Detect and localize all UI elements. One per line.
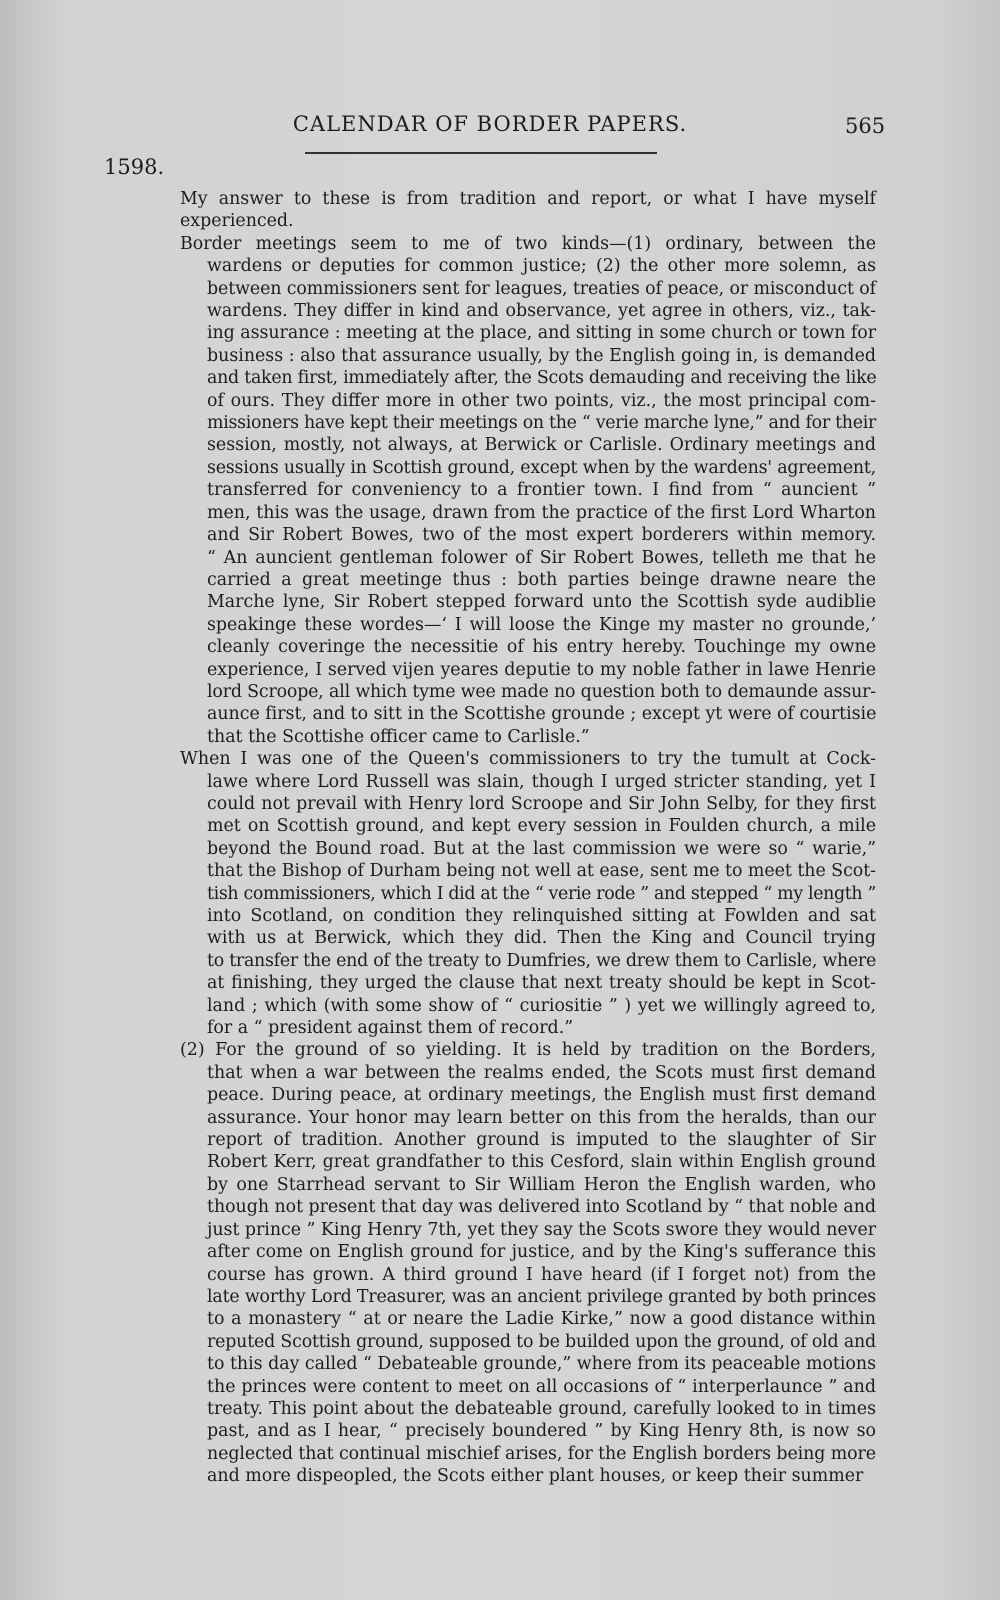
text-line: Border meetings seem to me of two kinds—(1) ordinary, between the <box>180 233 876 254</box>
text-line: met on Scottish ground, and kept every session in Foulden church, a mile <box>207 816 876 837</box>
text-line: treaty. This point about the debateable ground, carefully looked to in times <box>207 1398 876 1419</box>
text-line: Marche lyne, Sir Robert stepped forward unto the Scottish syde audiblie <box>207 592 876 613</box>
text-line: neglected that continual mischief arises, for the English borders being more <box>207 1443 876 1464</box>
text-line: of ours. They differ more in other two points, viz., the most principal com- <box>207 390 876 411</box>
text-line: aunce first, and to sitt in the Scottishe grounde ; except yt were of courtisie <box>207 704 877 725</box>
text-line: cleanly coveringe the necessitie of his entry hereby. Touchinge my owne <box>207 637 876 658</box>
text-line: When I was one of the Queen's commissioners to try the tumult at Cock- <box>180 749 876 770</box>
text-line: at finishing, they urged the clause that next treaty should be kept in Scot- <box>207 973 876 994</box>
text-line: wardens or deputies for common justice; (2) the other more solemn, as <box>207 256 876 277</box>
text-line: wardens. They differ in kind and observance, yet agree in others, viz., tak- <box>207 301 876 322</box>
text-line: reputed Scottish ground, supposed to be builded upon the ground, of old and <box>207 1331 876 1352</box>
text-line: session, mostly, not always, at Berwick or Carlisle. Ordinary meetings and <box>207 435 876 456</box>
text-line: men, this was the usage, drawn from the practice of the first Lord Wharton <box>207 502 876 523</box>
text-line: peace. During peace, at ordinary meetings, the English must first demand <box>207 1085 876 1106</box>
text-line: past, and as I hear, “ precisely boundered ” by King Henry 8th, is now so <box>207 1421 876 1442</box>
text-line: between commissioners sent for leagues, treaties of peace, or misconduct of <box>207 278 876 299</box>
text-line: late worthy Lord Treasurer, was an ancient privilege granted by both princes <box>207 1286 876 1307</box>
text-line: the princes were content to meet on all occasions of “ interperlaunce ” and <box>207 1376 876 1397</box>
text-line: Robert Kerr, great grandfather to this Cesford, slain within English ground <box>207 1152 876 1173</box>
header-rule <box>305 152 657 154</box>
text-line: missioners have kept their meetings on the “ verie marche lyne,” and for their <box>207 413 876 434</box>
body-text <box>180 188 876 1488</box>
paragraph-2 <box>180 233 876 748</box>
text-line: could not prevail with Henry lord Scroope and Sir John Selby, for they first <box>207 793 876 814</box>
text-line: to this day called “ Debateable grounde,” where from its peaceable motions <box>207 1354 876 1375</box>
page-number: 565 <box>845 114 886 138</box>
margin-year: 1598. <box>104 155 165 179</box>
text-line: tish commissioners, which I did at the “ verie rode ” and stepped “ my length ” <box>207 883 876 904</box>
text-line: “ An auncient gentleman folower of Sir Robert Bowes, telleth me that he <box>207 547 876 568</box>
text-line: carried a great meetinge thus : both parties beinge drawne neare the <box>207 569 876 590</box>
text-line: ing assurance : meeting at the place, and sitting in some church or town for <box>207 323 876 344</box>
text-line: My answer to these is from tradition and report, or what I have myself <box>180 189 876 209</box>
text-line: that when a war between the realms ended, the Scots must first demand <box>207 1062 876 1083</box>
text-line: lord Scroope, all which tyme wee made no question both to demaunde assur- <box>207 681 876 702</box>
text-line: (2) For the ground of so yielding. It is held by tradition on the Borders, <box>180 1040 876 1061</box>
text-line: transferred for conveniency to a frontier town. I find from “ auncient ” <box>207 480 876 501</box>
paragraph-3 <box>180 748 876 1039</box>
text-line: that the Bishop of Durham being not well at ease, sent me to meet the Scot- <box>207 861 876 882</box>
text-line: into Scotland, on condition they relinquished sitting at Fowlden and sat <box>207 906 876 926</box>
text-line: and more dispeopled, the Scots either plant houses, or keep their summer <box>207 1466 864 1487</box>
text-line: beyond the Bound road. But at the last commission we were so “ warie,” <box>207 838 876 859</box>
text-line: to a monastery “ at or neare the Ladie Kirke,” now a good distance within <box>207 1309 876 1330</box>
paragraph-4 <box>180 1039 876 1487</box>
text-line: though not present that day was delivered into Scotland by “ that noble and <box>207 1197 876 1218</box>
text-line: to transfer the end of the treaty to Dumfries, we drew them to Carlisle, where <box>207 950 876 971</box>
text-line: lawe where Lord Russell was slain, though I urged stricter standing, yet I <box>207 771 876 792</box>
text-line: and Sir Robert Bowes, two of the most expert borderers within memory. <box>207 525 876 546</box>
text-line: and taken first, immediately after, the Scots demauding and receiving the like <box>207 368 877 389</box>
text-line: just prince ” King Henry 7th, yet they say the Scots swore they would never <box>207 1219 876 1240</box>
text-line: land ; which (with some show of “ curiositie ” ) yet we willingly agreed to, <box>207 995 876 1016</box>
text-line: experience, I served vijen yeares deputie to my noble father in lawe Henrie <box>207 659 876 680</box>
text-line: for a “ president against them of record.” <box>207 1018 574 1039</box>
text-line: sessions usually in Scottish ground, except when by the wardens' agreement, <box>207 457 876 478</box>
running-header-title: CALENDAR OF BORDER PAPERS. <box>292 112 688 136</box>
text-line: that the Scottishe officer came to Carlisle.” <box>207 726 590 747</box>
text-line: speakinge these wordes—‘ I will loose the Kinge my master no grounde,’ <box>207 614 876 635</box>
paragraph-1 <box>180 188 876 233</box>
text-line: business : also that assurance usually, by the English going in, is demanded <box>207 345 876 366</box>
text-line: course has grown. A third ground I have heard (if I forget not) from the <box>207 1264 876 1285</box>
text-line: report of tradition. Another ground is imputed to the slaughter of Sir <box>207 1130 876 1151</box>
text-line: after come on English ground for justice, and by the King's sufferance this <box>207 1242 876 1263</box>
text-line: by one Starrhead servant to Sir William Heron the English warden, who <box>207 1174 876 1195</box>
text-line: with us at Berwick, which they did. Then the King and Council trying <box>207 928 876 949</box>
text-line: experienced. <box>180 211 294 232</box>
text-line: assurance. Your honor may learn better on this from the heralds, than our <box>207 1107 876 1128</box>
